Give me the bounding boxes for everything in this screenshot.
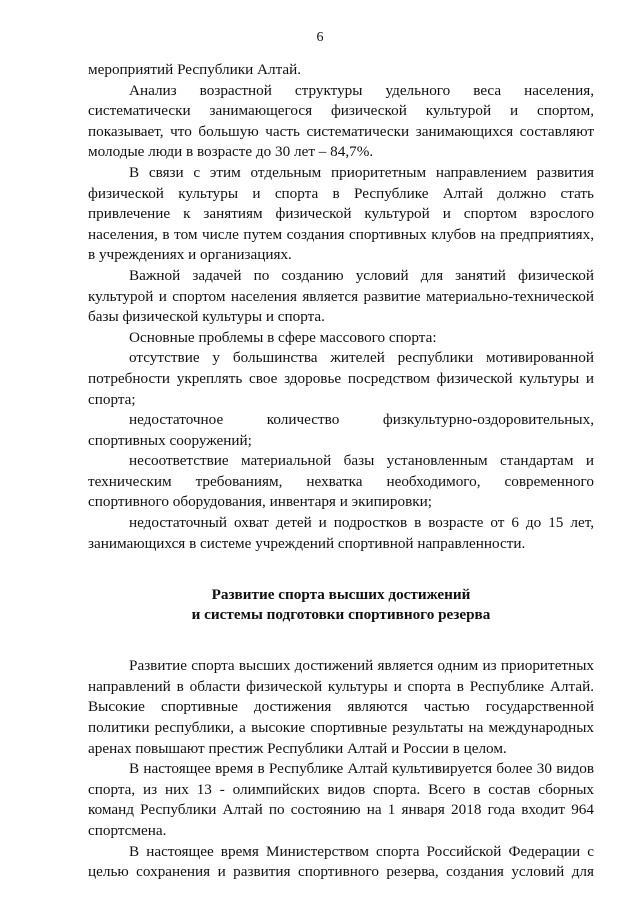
paragraph-high-achievement: Развитие спорта высших достижений является одним из приоритетных направлений в области физической культуры и спорта в Республике Алтай. Высокие спортивные достижения являются частью государственной политики республики, а высокие спортивные результаты на международных аренах повышают престиж Республики Алтай и России в целом. <box>88 657 594 757</box>
paragraph-continuation: мероприятий Республики Алтай. <box>88 61 302 78</box>
section-heading <box>88 585 594 625</box>
section-heading-line-2: и системы подготовки спортивного резерва <box>191 606 491 624</box>
paragraph-age-structure: Анализ возрастной структуры удельного веса населения, систематически занимающегося физической культурой и спортом, показывает, что большую часть систематически занимающихся составляют молодые люди в возрасте до 30 лет – 84,7%. <box>88 81 594 161</box>
paragraph-main-problems: Основные проблемы в сфере массового спорта: <box>129 328 437 346</box>
document-body <box>88 60 594 883</box>
paragraph-problem-motivation: отсутствие у большинства жителей республики мотивированной потребности укреплять свое здоровье посредством физической культуры и спорта; <box>88 349 594 408</box>
page-number: 6 <box>316 30 324 45</box>
paragraph-priority-direction: В связи с этим отдельным приоритетным направлением развития физической культуры и спорта в Республике Алтай должно стать привлечение к занятиям физической культурой и спортом взрослого населения, в том числе путем создания спортивных клубов на предприятиях, в учреждениях и организациях. <box>88 163 594 264</box>
paragraph-sports-count: В настоящее время в Республике Алтай культивируется более 30 видов спорта, из них 13 - олимпийских видов спорта. Всего в состав сборных команд Республики Алтай по состоянию на 1 января 2018 года входит 964 спортсмена. <box>88 760 594 839</box>
paragraph-ministry: В настоящее время Министерством спорта Российской Федерации с целью сохранения и развития спортивного резерва, создания условий для <box>88 842 594 881</box>
paragraph-problem-coverage: недостаточный охват детей и подростков в возрасте от 6 до 15 лет, занимающихся в системе учреждений спортивной направленности. <box>88 514 594 552</box>
section-heading-line-1: Развитие спорта высших достижений <box>211 586 471 604</box>
paragraph-material-base: Важной задачей по созданию условий для занятий физической культурой и спортом населения является развитие материально-технической базы физической культуры и спорта. <box>88 266 594 326</box>
paragraph-problem-facilities: недостаточное количество физкультурно-оздоровительных, спортивных сооружений; <box>88 411 594 449</box>
paragraph-problem-equipment: несоответствие материальной базы установленным стандартам и техническим требованиям, нехватка необходимого, современного спортивного оборудования, инвентаря и экипировки; <box>88 452 594 511</box>
